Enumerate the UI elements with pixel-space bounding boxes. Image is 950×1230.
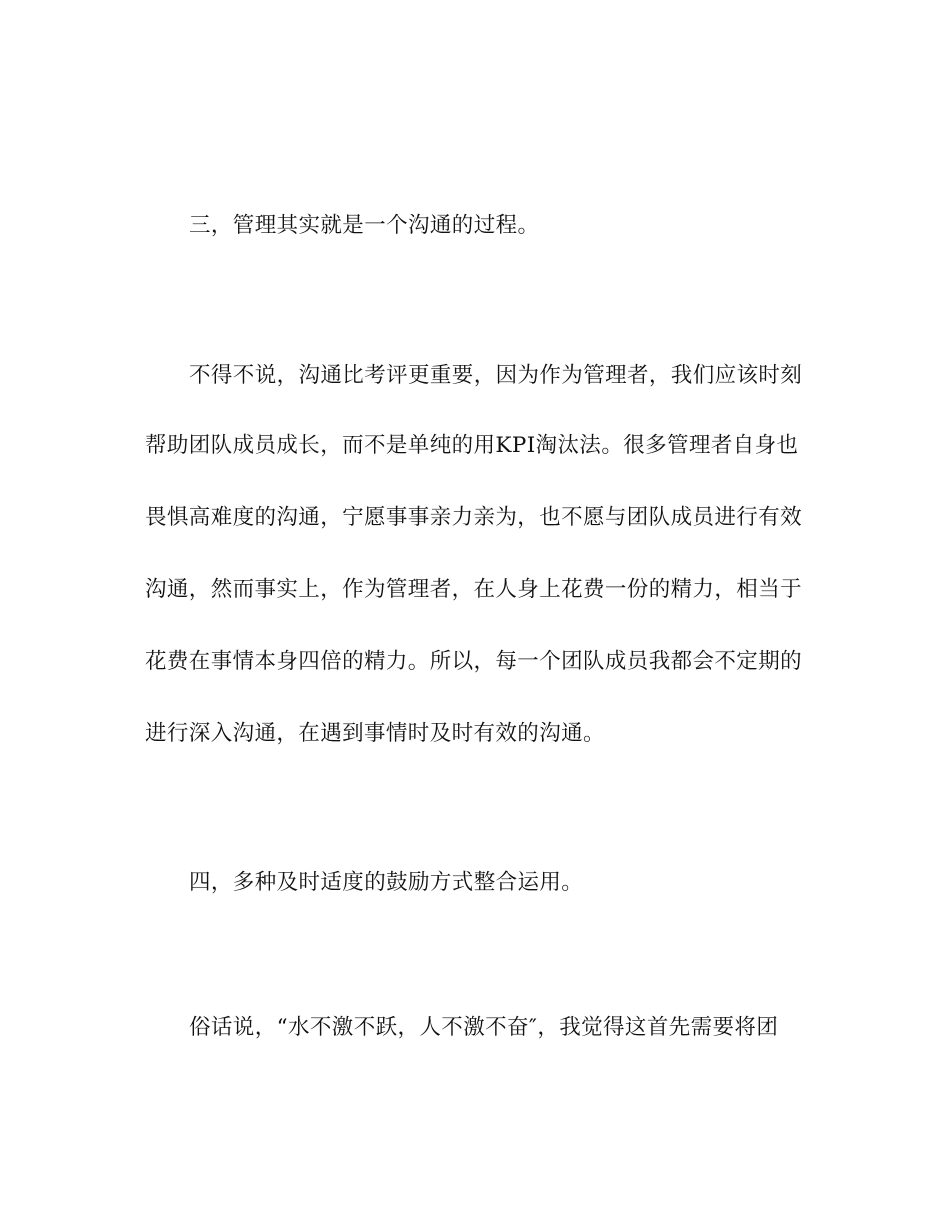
section-heading-3: 三，管理其实就是一个沟通的过程。 [189, 213, 540, 238]
paragraph-line: 俗话说，“水不激不跃，人不激不奋″，我觉得这首先需要将团 [189, 1015, 779, 1040]
paragraph-line: 沟通，然而事实上，作为管理者，在人身上花费一份的精力，相当于 [145, 577, 803, 602]
paragraph-line: 进行深入沟通，在遇到事情时及时有效的沟通。 [145, 721, 605, 746]
paragraph-line: 不得不说，沟通比考评更重要，因为作为管理者，我们应该时刻 [189, 363, 803, 388]
paragraph-line: 花费在事情本身四倍的精力。所以，每一个团队成员我都会不定期的 [145, 649, 803, 674]
section-heading-4: 四，多种及时适度的鼓励方式整合运用。 [189, 870, 584, 895]
paragraph-line: 畏惧高难度的沟通，宁愿事事亲力亲为，也不愿与团队成员进行有效 [145, 505, 803, 530]
paragraph-line: 帮助团队成员成长，而不是单纯的用KPI淘汰法。很多管理者自身也 [145, 433, 799, 458]
